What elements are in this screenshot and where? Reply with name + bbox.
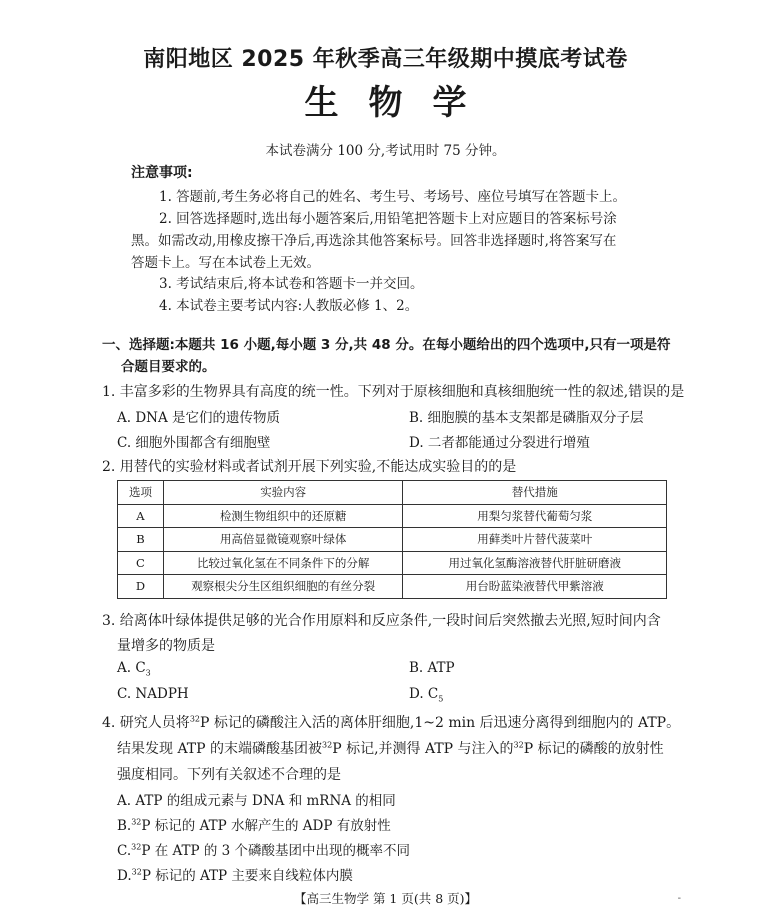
q4-option-d: D.$^{32}$P 标记的 ATP 主要来自线粒体内膜 <box>117 867 353 884</box>
table-header: 替代措施 <box>403 481 667 505</box>
q1-stem: 1. 丰富多彩的生物界具有高度的统一性。下列对于原核细胞和真核细胞统一性的叙述,错误的是 <box>102 384 685 400</box>
q1-option-d: D. 二者都能通过分裂进行增殖 <box>409 435 590 451</box>
q4-option-c: C.$^{32}$P 在 ATP 的 3 个磷酸基团中出现的概率不同 <box>117 842 411 859</box>
table-cell: 用藓类叶片替代菠菜叶 <box>403 528 667 552</box>
subject-title: 生物学 <box>304 83 497 123</box>
q4-option-b: B.$^{32}$P 标记的 ATP 水解产生的 ADP 有放射性 <box>117 817 391 834</box>
notice-title: 注意事项: <box>131 165 193 181</box>
notice-line-4: 答题卡上。写在本试卷上无效。 <box>131 255 320 271</box>
table-row <box>118 528 667 552</box>
score-line: 本试卷满分 100 分,考试用时 75 分钟。 <box>265 143 506 159</box>
table-cell: 用台盼蓝染液替代甲紫溶液 <box>403 575 667 599</box>
table-cell: 用高倍显微镜观察叶绿体 <box>163 528 403 552</box>
table-cell: 比较过氧化氢在不同条件下的分解 <box>163 551 403 575</box>
q4-option-a: A. ATP 的组成元素与 DNA 和 mRNA 的相同 <box>117 793 396 809</box>
section-heading-line-1: 一、选择题:本题共 16 小题,每小题 3 分,共 48 分。在每小题给出的四个选项中,只有一项是符 <box>102 337 671 353</box>
q3-option-a: A. $C_3$ <box>117 660 151 678</box>
table-row <box>118 504 667 528</box>
q3-option-b: B. ATP <box>409 660 455 676</box>
q3-stem-line-1: 3. 给离体叶绿体提供足够的光合作用原料和反应条件,一段时间后突然撤去光照,短时间内含 <box>102 613 661 629</box>
table-cell: C <box>118 551 164 575</box>
table-row <box>118 575 667 599</box>
notice-line-3: 黑。如需改动,用橡皮擦干净后,再选涂其他答案标号。回答非选择题时,将答案写在 <box>131 233 617 249</box>
table-row <box>118 551 667 575</box>
exam-title: 南阳地区 2025 年秋季高三年级期中摸底考试卷 <box>143 47 628 72</box>
q1-option-b: B. 细胞膜的基本支架都是磷脂双分子层 <box>409 410 644 426</box>
notice-line-1: 1. 答题前,考生务必将自己的姓名、考生号、考场号、座位号填写在答题卡上。 <box>159 189 626 205</box>
notice-line-6: 4. 本试卷主要考试内容:人教版必修 1、2。 <box>159 298 419 314</box>
table-cell: 观察根尖分生区组织细胞的有丝分裂 <box>163 575 403 599</box>
q1-option-c: C. 细胞外围都含有细胞壁 <box>117 435 271 451</box>
table-header: 实验内容 <box>163 481 403 505</box>
page-footer: 【高三生物学 第 1 页(共 8 页)】 <box>293 891 478 906</box>
section-heading-line-2: 合题目要求的。 <box>121 359 216 375</box>
notice-line-2: 2. 回答选择题时,选出每小题答案后,用铅笔把答题卡上对应题目的答案标号涂 <box>159 211 617 227</box>
q1-option-a: A. DNA 是它们的遗传物质 <box>117 410 281 426</box>
table-cell: A <box>118 504 164 528</box>
table-cell: B <box>118 528 164 552</box>
q4-stem-line-3: 强度相同。下列有关叙述不合理的是 <box>117 767 341 783</box>
experiment-table <box>117 480 667 599</box>
table-cell: D <box>118 575 164 599</box>
q2-stem: 2. 用替代的实验材料或者试剂开展下列实验,不能达成实验目的的是 <box>102 459 517 475</box>
q3-option-d: D. $C_5$ <box>409 686 444 704</box>
table-header: 选项 <box>118 481 164 505</box>
table-header-row <box>118 481 667 505</box>
table-cell: 用梨匀浆替代葡萄匀浆 <box>403 504 667 528</box>
corner-mark: - <box>677 893 681 904</box>
q3-stem-line-2: 量增多的物质是 <box>117 638 215 654</box>
table-cell: 检测生物组织中的还原糖 <box>163 504 403 528</box>
q4-stem-line-2: 结果发现 ATP 的末端磷酸基团被$^{32}$P 标记,并测得 ATP 与注入的$^{32}$P 标记的磷酸的放射性 <box>117 740 664 757</box>
q3-option-c: C. NADPH <box>117 686 189 702</box>
q4-stem-line-1: 4. 研究人员将$^{32}$P 标记的磷酸注入活的离体肝细胞,1~2 min 后迅速分离得到细胞内的 ATP。 <box>102 714 681 731</box>
table-cell: 用过氧化氢酶溶液替代肝脏研磨液 <box>403 551 667 575</box>
notice-line-5: 3. 考试结束后,将本试卷和答题卡一并交回。 <box>159 276 424 292</box>
